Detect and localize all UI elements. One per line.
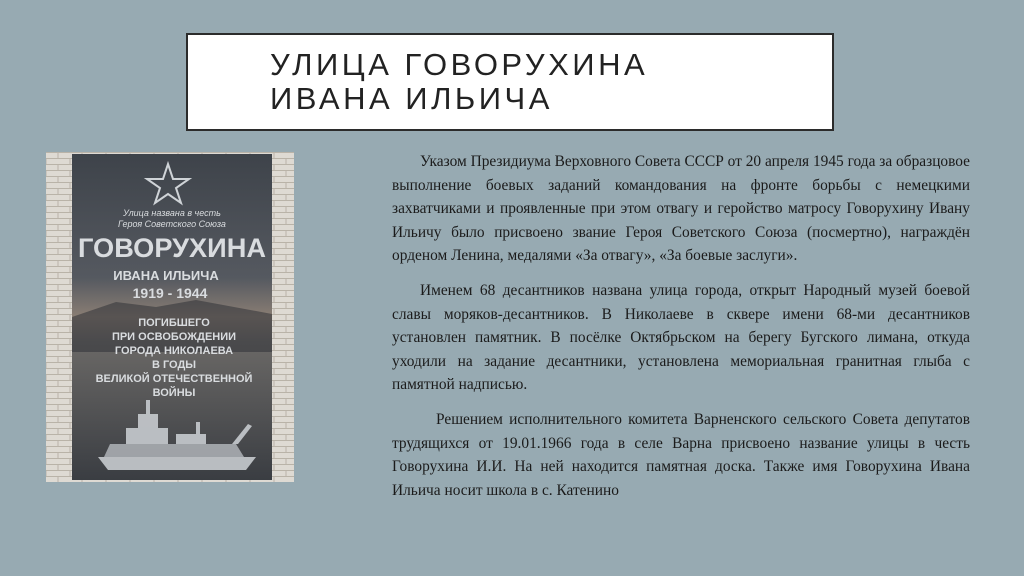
plaque-line-1: Улица названа в честь bbox=[123, 208, 221, 218]
paragraph-award: Указом Президиума Верховного Совета СССР от 20 апреля 1945 года за образцовое выполнение боевых заданий командования на фронте борьбы с немецкими захватчиками и проявленные при этом отвагу и геройство матросу Говорухину Ивану Ильичу было присвоено звание Героя Советского Союза (посмертно), награждён орденом Ленина, медалями «За отвагу», «За боевые заслуги». bbox=[392, 153, 970, 265]
slide-title: УЛИЦА ГОВОРУХИНА ИВАНА ИЛЬИЧА bbox=[270, 47, 649, 116]
plaque-text-line: ГОРОДА НИКОЛАЕВА bbox=[114, 345, 234, 357]
plaque-text-line: ВЕЛИКОЙ ОТЕЧЕСТВЕННОЙ bbox=[95, 373, 253, 385]
plaque-years: 1919 - 1944 bbox=[132, 285, 208, 301]
plaque-name: ИВАНА ИЛЬИЧА bbox=[113, 268, 219, 283]
plaque-line-2: Героя Советского Союза bbox=[118, 219, 226, 229]
body-text bbox=[392, 150, 970, 513]
plaque-text-line: ПОГИБШЕГО bbox=[138, 317, 210, 329]
plaque-text-line: ПРИ ОСВОБОЖДЕНИИ bbox=[111, 331, 237, 343]
plaque-text-line: ВОЙНЫ bbox=[152, 387, 196, 399]
title-box bbox=[186, 33, 834, 131]
memorial-plaque-photo bbox=[46, 152, 294, 482]
paragraph-memory: Именем 68 десантников названа улица города, открыт Народный музей боевой славы моряков-десантников. В Николаеве в сквере имени 68-ми десантников установлен памятник. В посёлке Октябрьском на берегу Бугского лимана, откуда уходили на задание десантники, установлена мемориальная гранитная глыба с памятной надписью. bbox=[392, 281, 970, 394]
plaque-text-line: В ГОДЫ bbox=[151, 359, 197, 371]
paragraph-street: Решением исполнительного комитета Варненского сельского Совета депутатов трудящихся от 19.01.1966 года в селе Варна присвоено название улицы в честь Говорухина И.И. На ней находится памятная доска. Также имя Говорухина Ивана Ильича носит школа в с. Катенино bbox=[392, 410, 970, 499]
plaque-surname: ГОВОРУХИНА bbox=[78, 233, 266, 263]
